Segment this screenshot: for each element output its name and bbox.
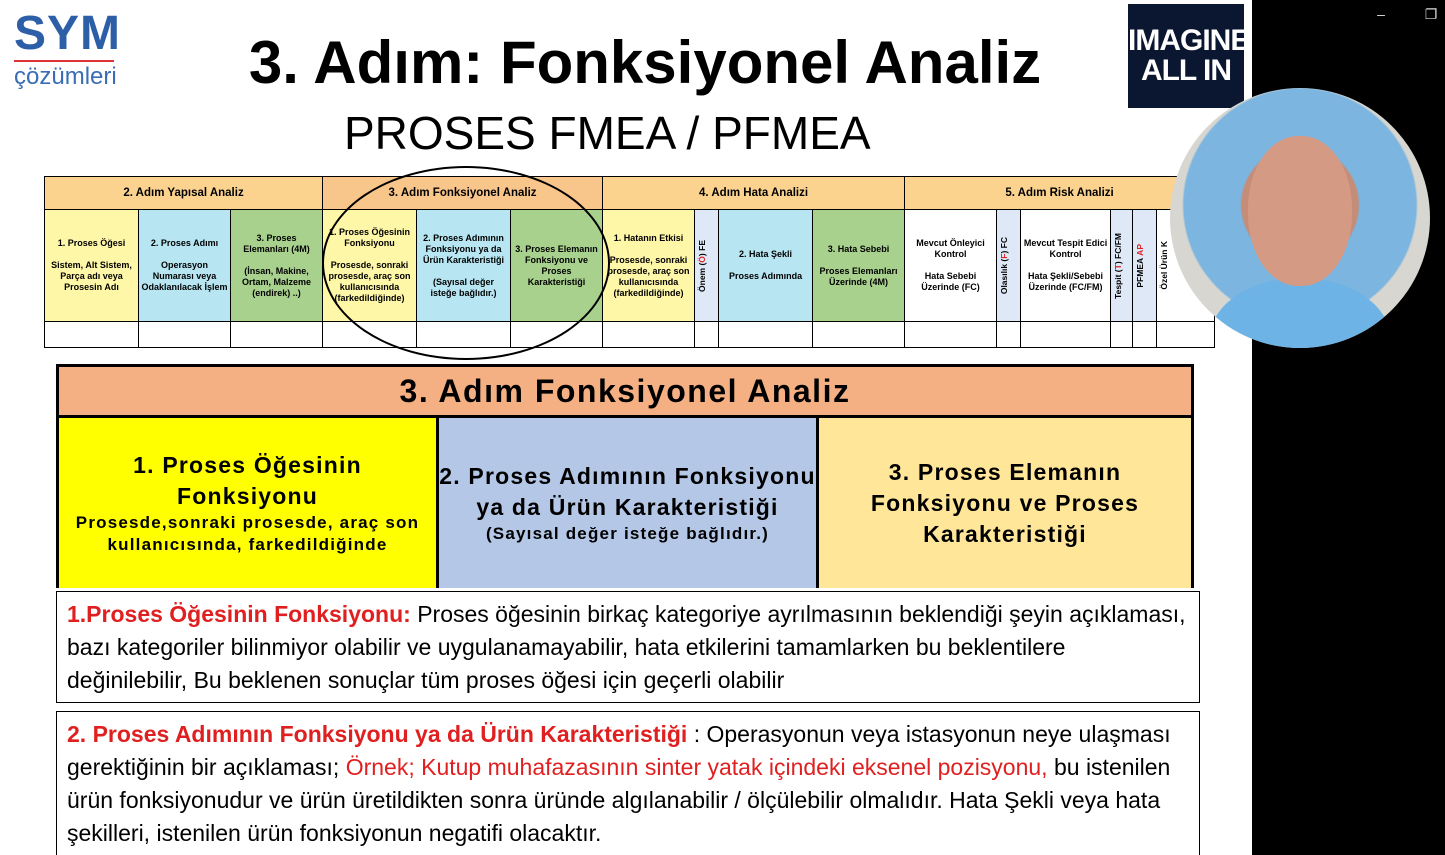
cell-title: Mevcut Tespit Edici Kontrol	[1023, 238, 1108, 259]
cell-text: ) FC/FM	[1113, 232, 1124, 264]
cell-title: 2. Hata Şekli	[739, 249, 793, 259]
cell-text: Operasyon Numarası veya Odaklanılacak İşlem	[141, 260, 228, 292]
cell-detection	[1111, 210, 1133, 322]
cell-text: (İnsan, Makine, Ortam, Malzeme (endirek) ..)	[242, 265, 312, 298]
cell-title: 3. Hata Sebebi	[827, 243, 890, 254]
cell-text: Sistem, Alt Sistem, Parça adı veya Prosesin Adı	[51, 260, 132, 292]
cell-text: Proses Adımında	[728, 271, 803, 281]
cell-title: Mevcut Önleyici Kontrol	[916, 238, 985, 259]
cell-action-priority	[1133, 210, 1157, 322]
imagine-all-in-logo	[1128, 4, 1250, 108]
header-risk-analysis: 5. Adım Risk Analizi	[905, 177, 1215, 210]
cell-text: (Sayısal değer isteğe bağlıdır.)	[430, 276, 497, 298]
step3-col-process-item	[59, 418, 439, 588]
cell-failure-mode	[719, 210, 813, 322]
cell-severity	[695, 210, 719, 322]
desc1-text: Proses öğesinin birkaç kategoriye ayrılmasının beklendiği şeyin açıklaması, bazı kategoriler bilinmiyor olabilir ve uygulanamayabilir, hata etkilerini tamamlarken bu beklentilere değinilebilir, Bu beklenen sonuçlar tüm proses öğesi için geçerli olabilir	[67, 601, 1186, 693]
cell-failure-effect	[603, 210, 695, 322]
cell-title: 2. Proses Adımı	[150, 238, 219, 248]
presenter-shirt	[1210, 278, 1390, 348]
cell-text-red: T	[1113, 263, 1124, 269]
presenter-face	[1248, 136, 1352, 286]
cell-text: Proses Elemanları Üzerinde (4M)	[819, 265, 898, 287]
cell-text: Tespit (	[1113, 268, 1124, 299]
header-failure-analysis: 4. Adım Hata Analizi	[603, 177, 905, 210]
cell-title: 3. Proses Elemanları (4M)	[243, 232, 310, 254]
minimize-button[interactable]: –	[1377, 6, 1385, 22]
step3-col-process-element	[819, 418, 1191, 588]
cell-title: 2. Proses Adımının Fonksiyonu ya da Ürün Karakteristiği	[423, 232, 505, 265]
cell-process-step	[139, 210, 231, 322]
presenter-webcam	[1170, 88, 1430, 348]
cell-text: Prosesde, sonraki prosesde, araç son kullanıcısında (farkedildiğinde)	[328, 260, 411, 303]
empty-cell	[695, 322, 719, 348]
header-structural-analysis: 2. Adım Yapısal Analiz	[45, 177, 323, 210]
logo-subtitle: çözümleri	[14, 63, 117, 90]
empty-cell	[45, 322, 139, 348]
step3-col2-sub: (Sayısal değer isteğe bağlıdır.)	[485, 524, 770, 543]
cell-title: 1. Hatanın Etkisi	[613, 232, 684, 243]
step3-col3-title: 3. Proses Elemanın Fonksiyonu ve Proses Karakteristiği	[870, 458, 1140, 547]
empty-cell	[719, 322, 813, 348]
desc2-example: Örnek; Kutup muhafazasının sinter yatak içindeki eksenel pozisyonu,	[345, 754, 1048, 780]
cell-text: Önem (	[697, 262, 708, 292]
empty-cell	[905, 322, 997, 348]
cell-text: Hata Şekli/Sebebi Üzerinde (FC/FM)	[1028, 271, 1104, 292]
imagine-line2: ALL IN	[1140, 54, 1232, 87]
cell-title: 1. Proses Öğesinin Fonksiyonu	[329, 227, 411, 248]
cell-text-red: Ö	[697, 255, 708, 263]
desc2-text1: : Operasyonun veya istasyonun neye ulaşması gerektiğinin bir açıklaması;	[67, 721, 1171, 780]
empty-cell	[603, 322, 695, 348]
step3-title: 3. Adım Fonksiyonel Analiz	[59, 367, 1191, 418]
step3-col1-sub: Prosesde,sonraki prosesde, araç son kullanıcısında, farkedildiğinde	[75, 513, 420, 554]
cell-text: PFMEA	[1135, 255, 1146, 288]
empty-cell	[997, 322, 1021, 348]
highlight-circle	[322, 166, 610, 360]
slide-subtitle: PROSES FMEA / PFMEA	[344, 107, 871, 159]
pfmea-table	[44, 176, 1215, 348]
imagine-line1: IMAGINE	[1128, 24, 1250, 57]
cell-text: Olasılık (	[999, 258, 1010, 295]
cell-failure-cause	[813, 210, 905, 322]
empty-cell	[1111, 322, 1133, 348]
cell-title: 1. Proses Öğesi	[57, 238, 126, 248]
cell-text: Hata Sebebi Üzerinde (FC)	[921, 271, 980, 292]
description-process-item-function	[56, 591, 1200, 703]
slide-title: 3. Adım: Fonksiyonel Analiz	[248, 29, 1042, 96]
empty-cell	[1157, 322, 1215, 348]
desc2-text2: bu istenilen ürün fonksiyonudur ve ürün üretildikten sonra üründe algılanabilir / ölçülebilir olmalıdır. Hata Şekli veya hata şekilleri, istenilen ürün fonksiyonun negatifi olacaktır.	[67, 754, 1171, 846]
cell-process-item	[45, 210, 139, 322]
cell-text-red: AP	[1135, 243, 1146, 256]
cell-occurrence	[997, 210, 1021, 322]
cell-prevention-control	[905, 210, 997, 322]
cell-text: Özel Ürün K	[1159, 241, 1170, 290]
empty-cell	[231, 322, 323, 348]
cell-title: 3. Proses Elemanın Fonksiyonu ve Proses Karakteristiği	[515, 243, 598, 287]
desc1-label: 1.Proses Öğesinin Fonksiyonu:	[67, 601, 411, 627]
header-functional-analysis: 3. Adım Fonksiyonel Analiz	[323, 177, 603, 210]
step3-col2-title: 2. Proses Adımının Fonksiyonu ya da Ürün Karakteristiği	[439, 463, 816, 520]
step3-function-box	[56, 364, 1194, 588]
empty-cell	[1021, 322, 1111, 348]
desc2-label: 2. Proses Adımının Fonksiyonu ya da Ürün Karakteristiği	[67, 721, 688, 747]
empty-cell	[813, 322, 905, 348]
description-process-step-function	[56, 711, 1200, 855]
cell-process-elements	[231, 210, 323, 322]
empty-cell	[1133, 322, 1157, 348]
cell-detection-control	[1021, 210, 1111, 322]
logo-brand: SYM	[14, 7, 122, 60]
step3-col1-title: 1. Proses Öğesinin Fonksiyonu	[133, 452, 362, 509]
step3-col-process-step	[439, 418, 819, 588]
cell-text: ) FE	[697, 239, 708, 256]
cell-text: Prosesde, sonraki prosesde, araç son kullanıcısında (farkedildiğinde)	[607, 254, 690, 298]
restore-button[interactable]: ❐	[1424, 6, 1438, 22]
step3-columns	[59, 418, 1191, 588]
empty-cell	[139, 322, 231, 348]
cell-text: ) FC	[999, 236, 1010, 254]
cell-text-red: F	[999, 253, 1010, 259]
